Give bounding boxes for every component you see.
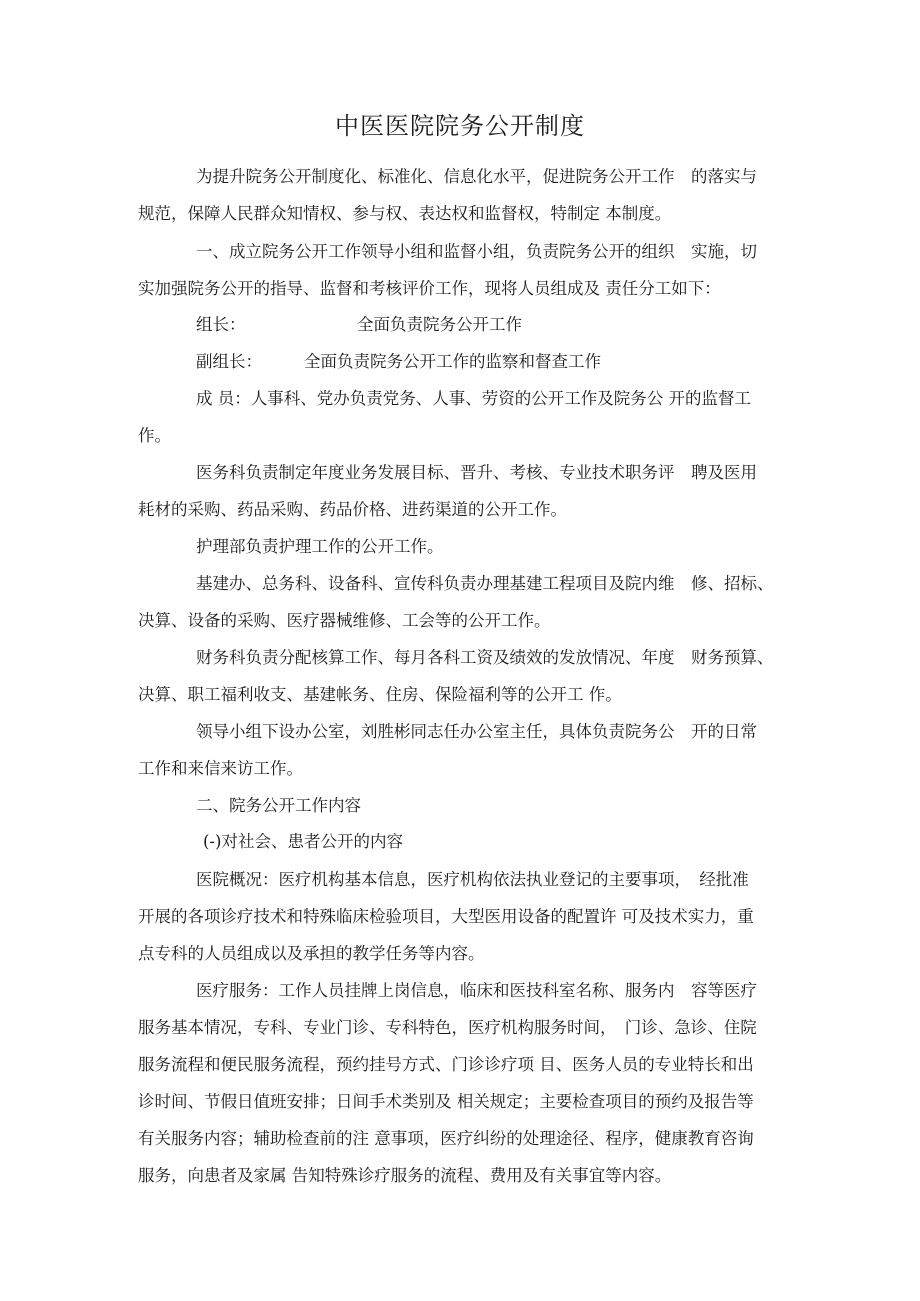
text-line: 决算、职工福利收支、基建帐务、住房、保险福利等的公开工 作。	[138, 685, 622, 704]
role-duty: 全面负责院务公开工作的监察和督查工作	[304, 352, 601, 371]
text-line: 领导小组下设办公室，刘胜彬同志任办公室主任，具体负责院务公 开的日常	[196, 722, 757, 741]
role-label: 副组长：	[196, 352, 262, 371]
text-line: 作。	[138, 426, 171, 445]
text-line: 规范，保障人民群众知情权、参与权、表达权和监督权，特制定 本制度。	[138, 204, 672, 223]
text-line: 耗材的采购、药品采购、药品价格、进药渠道的公开工作。	[138, 500, 567, 519]
text-line: 医务科负责制定年度业务发展目标、晋升、考核、专业技术职务评 聘及医用	[196, 463, 757, 482]
role-duty: 全面负责院务公开工作	[357, 315, 522, 334]
text-line: 服务，向患者及家属 告知特殊诊疗服务的流程、费用及有关事宜等内容。	[138, 1166, 672, 1185]
text-line: 工作和来信来访工作。	[138, 759, 303, 778]
document-title: 中医医院院务公开制度	[335, 112, 585, 140]
text-line: 基建办、总务科、设备科、宣传科负责办理基建工程项目及院内维 修、招标、	[196, 574, 774, 593]
text-line: 有关服务内容；辅助检查前的注 意事项，医疗纠纷的处理途径、程序，健康教育咨询	[138, 1129, 754, 1148]
subsection-heading: (-)对社会、患者公开的内容	[203, 832, 403, 851]
text-line: 开展的各项诊疗技术和特殊临床检验项目，大型医用设备的配置许 可及技术实力，重	[138, 907, 754, 926]
text-line: 实加强院务公开的指导、监督和考核评价工作，现将人员组成及 责任分工如下：	[138, 279, 721, 298]
role-row-leader	[196, 314, 246, 336]
text-line: 成 员：人事科、党办负责党务、人事、劳资的公开工作及院务公 开的监督工	[196, 389, 751, 408]
text-line: 服务基本情况，专科、专业门诊、专科特色，医疗机构服务时间， 门诊、急诊、住院	[138, 1018, 757, 1037]
text-line: 护理部负责护理工作的公开工作。	[196, 537, 444, 556]
text-line: 医院概况：医疗机构基本信息，医疗机构依法执业登记的主要事项， 经批准	[196, 870, 749, 889]
text-line: 点专科的人员组成以及承担的教学任务等内容。	[138, 944, 485, 963]
text-line: 财务科负责分配核算工作、每月各科工资及绩效的发放情况、年度 财务预算、	[196, 648, 774, 667]
text-line: 医疗服务：工作人员挂牌上岗信息，临床和医技科室名称、服务内 容等医疗	[196, 981, 757, 1000]
text-line: 服务流程和便民服务流程，预约挂号方式、门诊诊疗项 目、医务人员的专业特长和出	[138, 1055, 754, 1074]
text-line: 决算、设备的采购、医疗器械维修、工会等的公开工作。	[138, 611, 551, 630]
text-line: 一、成立院务公开工作领导小组和监督小组，负责院务公开的组织 实施，切	[196, 242, 757, 261]
role-label: 组长：	[196, 315, 246, 334]
section-heading: 二、院务公开工作内容	[196, 796, 361, 815]
text-line: 诊时间、节假日值班安排；日间手术类别及 相关规定；主要检查项目的预约及报告等	[138, 1092, 754, 1111]
text-line: 为提升院务公开制度化、标准化、信息化水平，促进院务公开工作 的落实与	[196, 167, 757, 186]
role-row-deputy	[196, 351, 262, 373]
